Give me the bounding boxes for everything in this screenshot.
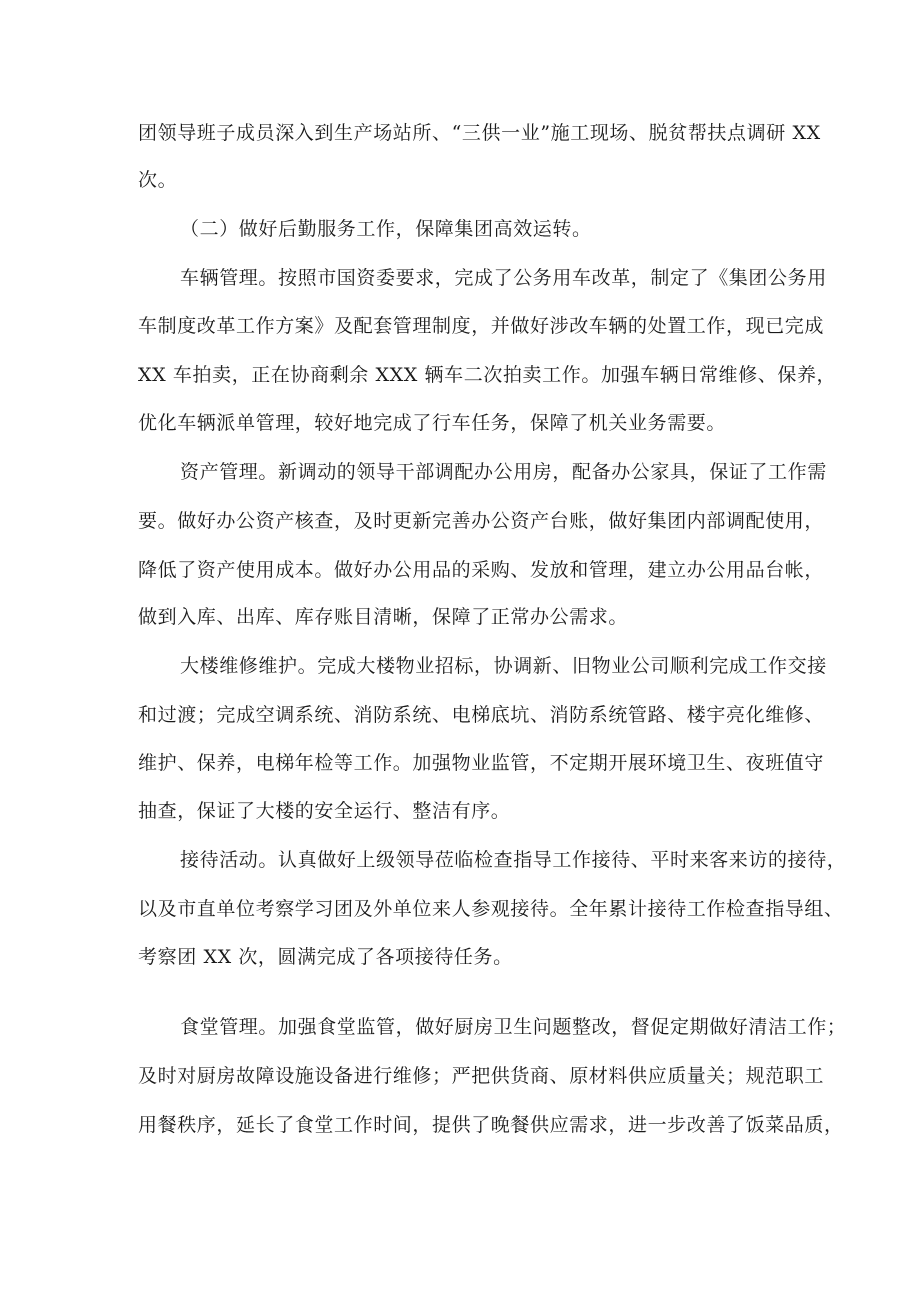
paragraph-start: 大楼维修维护。完成大楼物业招标，协调新、旧物业公司顺利完成工作交接 (180, 655, 827, 677)
text-line: 车制度改革工作方案》及配套管理制度，并做好涉改车辆的处置工作，现已完成 (138, 315, 825, 337)
text-line: 和过渡；完成空调系统、消防系统、电梯底坑、消防系统管路、楼宇亮化维修、 (138, 704, 825, 726)
text-line: XX 车拍卖，正在协商剩余 XXX 辆车二次拍卖工作。加强车辆日常维修、保养， (138, 364, 837, 386)
text-line: 用餐秩序，延长了食堂工作时间，提供了晚餐供应需求，进一步改善了饭菜品质， (138, 1114, 844, 1136)
text-line: 考察团 XX 次，圆满完成了各项接待任务。 (138, 946, 513, 968)
text-line: 维护、保养，电梯年检等工作。加强物业监管，不定期开展环境卫生、夜班值守 (138, 752, 825, 774)
section-heading: （二）做好后勤服务工作，保障集团高效运转。 (180, 218, 592, 240)
text-line: 做到入库、出库、库存账目清晰，保障了正常办公需求。 (138, 606, 629, 628)
paragraph-start: 食堂管理。加强食堂监管，做好厨房卫生问题整改，督促定期做好清洁工作； (180, 1016, 847, 1038)
text-line: 以及市直单位考察学习团及外单位来人参观接待。全年累计接待工作检查指导组、 (138, 898, 844, 920)
paragraph-start: 接待活动。认真做好上级领导莅临检查指导工作接待、平时来客来访的接待， (180, 849, 847, 871)
text-line: 团领导班子成员深入到生产场站所、“三供一业”施工现场、脱贫帮扶点调研 XX (138, 122, 821, 144)
paragraph-start: 车辆管理。按照市国资委要求，完成了公务用车改革，制定了《集团公务用 (180, 267, 827, 289)
text-line: 优化车辆派单管理，较好地完成了行车任务，保障了机关业务需要。 (138, 412, 727, 434)
text-line: 降低了资产使用成本。做好办公用品的采购、发放和管理，建立办公用品台帐， (138, 559, 825, 581)
text-line: 要。做好办公资产核查，及时更新完善办公资产台账，做好集团内部调配使用， (138, 510, 825, 532)
text-line: 次。 (138, 169, 178, 191)
text-line: 抽查，保证了大楼的安全运行、整洁有序。 (138, 800, 511, 822)
text-line: 及时对厨房故障设施设备进行维修；严把供货商、原材料供应质量关；规范职工 (138, 1065, 825, 1087)
paragraph-start: 资产管理。新调动的领导干部调配办公用房，配备办公家具，保证了工作需 (180, 461, 827, 483)
